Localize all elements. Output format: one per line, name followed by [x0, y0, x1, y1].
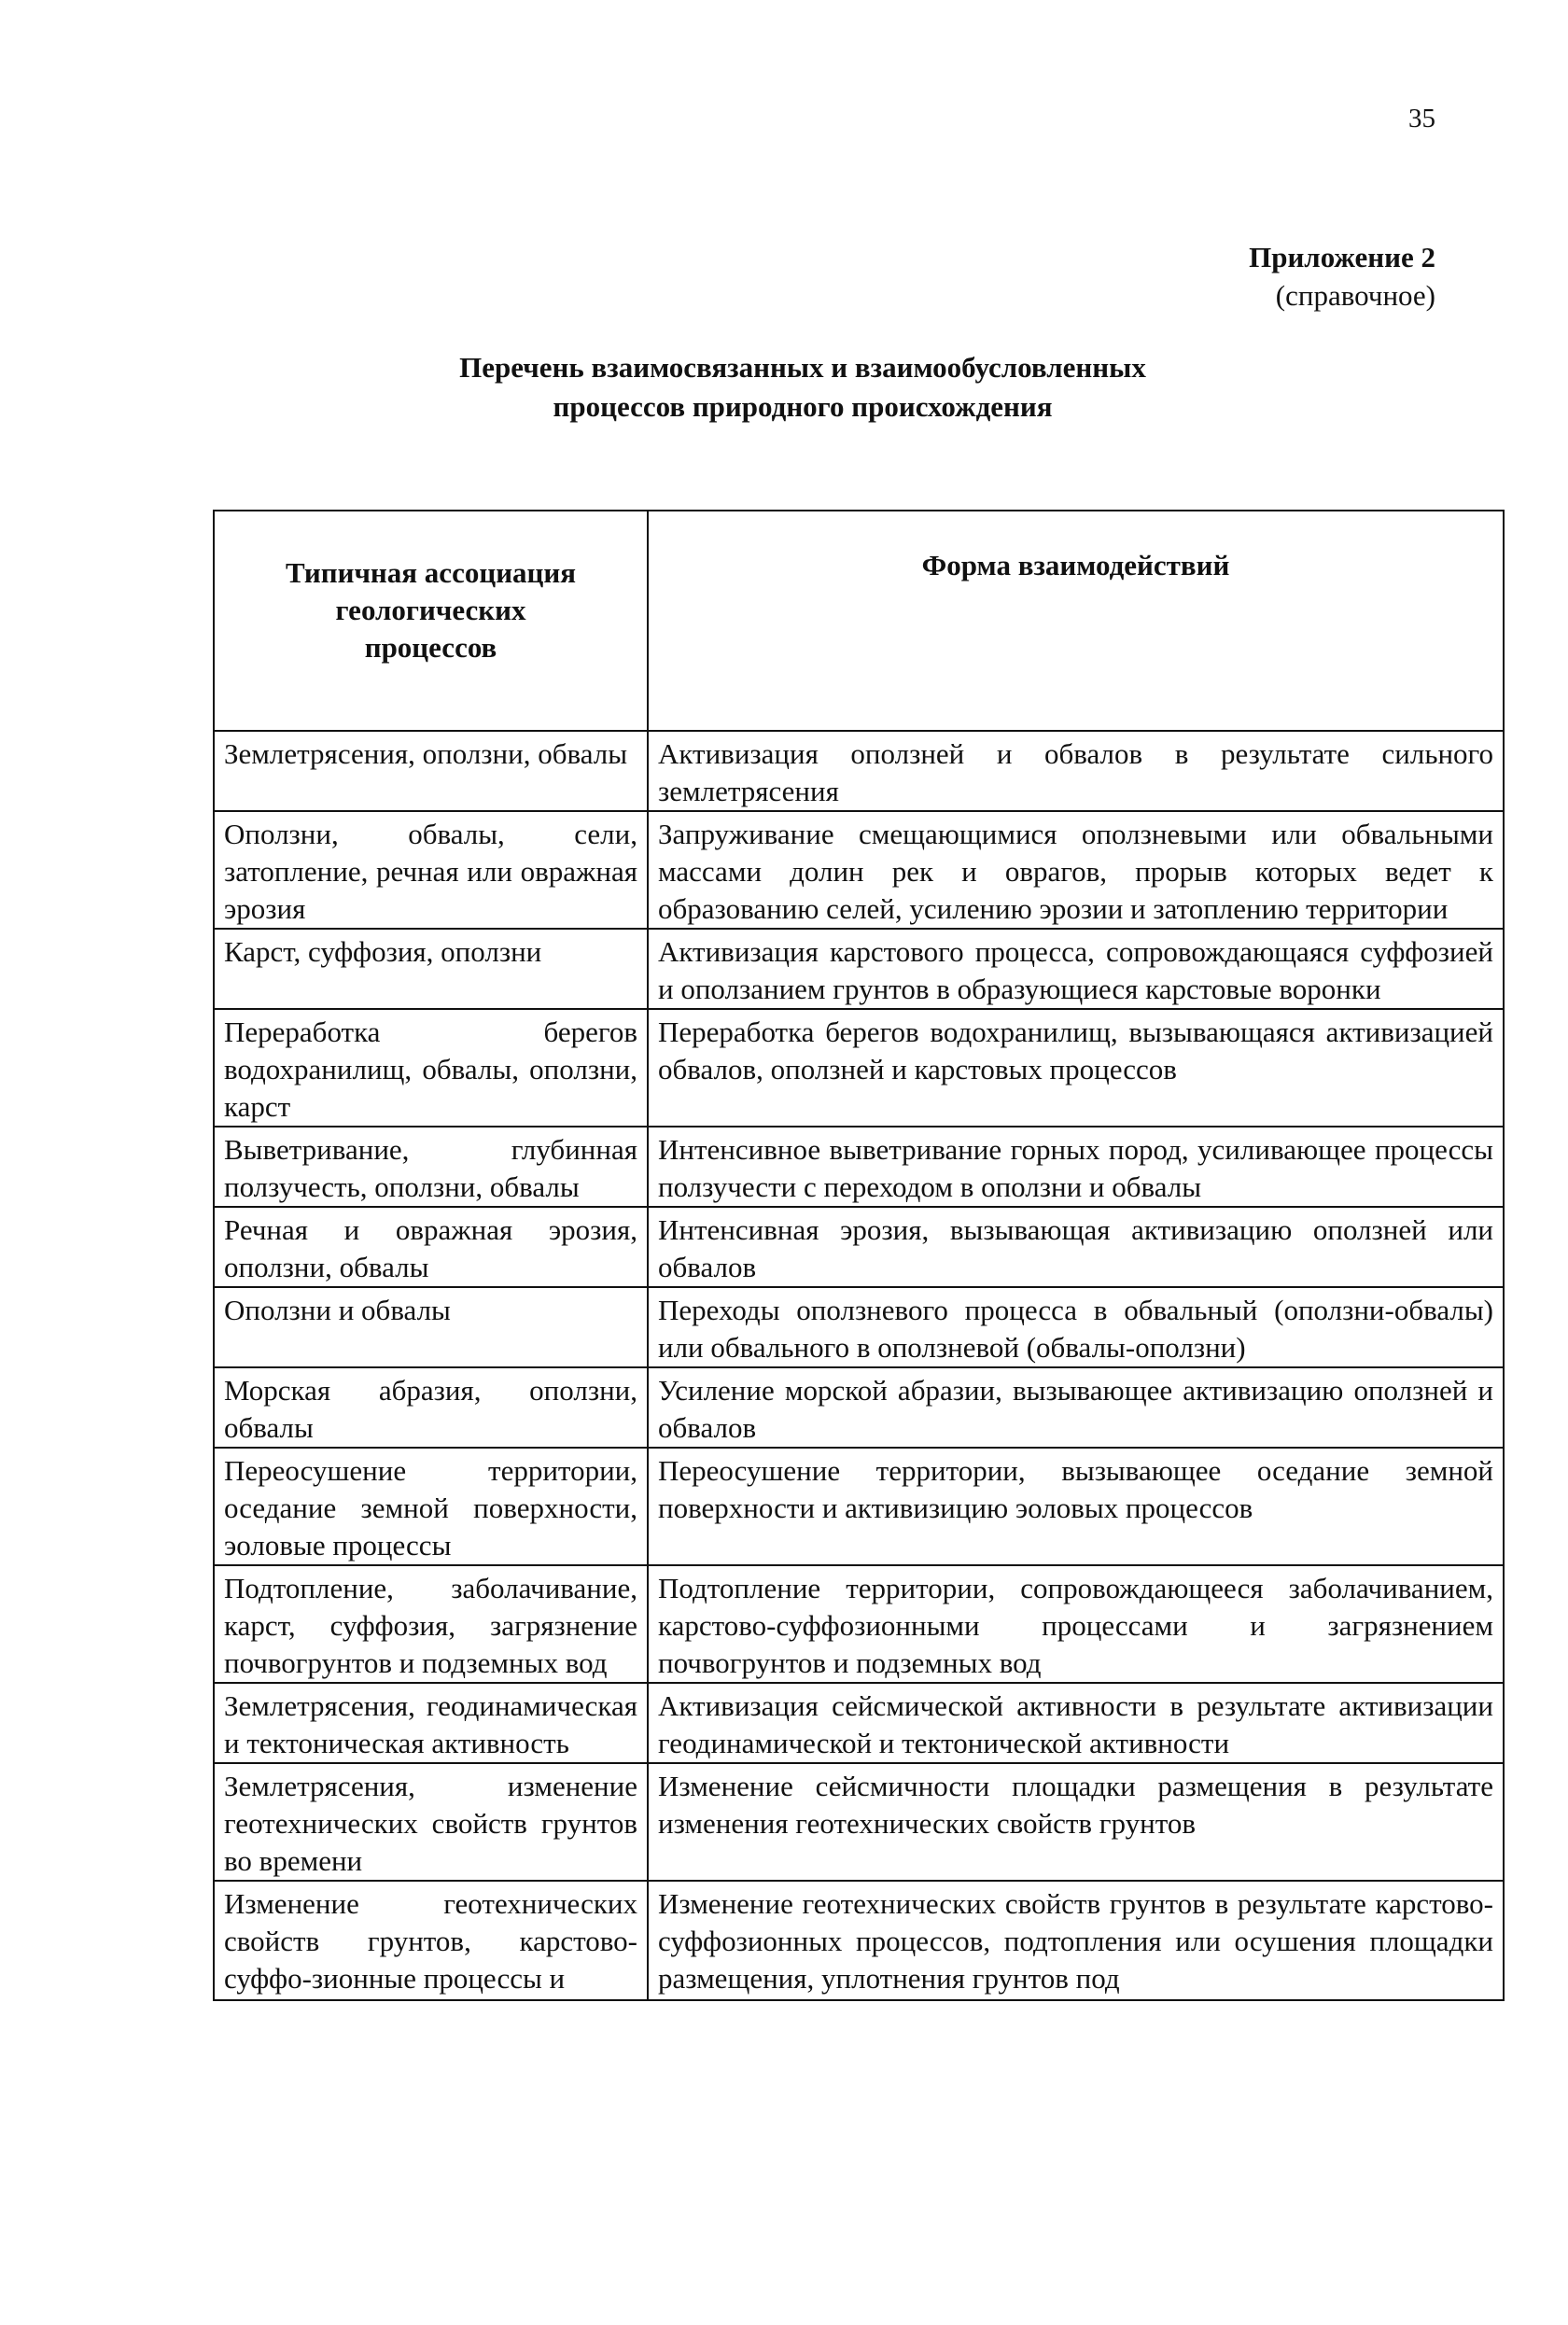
interaction-cell: Запруживание смещающимися оползневыми или обвальными массами долин рек и оврагов, прорыв которых ведет к образованию селей, усилению эрозии и затоплению территории: [648, 811, 1504, 929]
document-title-line-1: Перечень взаимосвязанных и взаимообусловленных: [459, 351, 1146, 384]
interaction-cell: [648, 1881, 1504, 2000]
header-association-line-2: геологических: [335, 594, 526, 626]
association-cell: [214, 1881, 648, 2000]
interaction-cell: Активизация оползней и обвалов в результате сильного землетрясения: [648, 731, 1504, 811]
table-row: [214, 1565, 1504, 1683]
association-cell: Землетрясения, оползни, обвалы: [214, 731, 648, 811]
appendix-block: [1249, 238, 1435, 315]
table-row: [214, 929, 1504, 1009]
table-row: [214, 1207, 1504, 1287]
table-row: [214, 1009, 1504, 1127]
appendix-subtitle: (справочное): [1275, 279, 1435, 312]
interaction-cell: Активизация сейсмической активности в результате активизации геодинамической и тектонической активности: [648, 1683, 1504, 1763]
association-cell: Оползни и обвалы: [214, 1287, 648, 1367]
association-text: Изменение геотехнических свойств грунтов, карстово-суффо-зионные процессы и: [224, 1887, 637, 1995]
table-row: [214, 1763, 1504, 1881]
interaction-cell: Усиление морской абразии, вызывающее активизацию оползней и обвалов: [648, 1367, 1504, 1448]
interaction-cell: Интенсивное выветривание горных пород, усиливающее процессы ползучести с переходом в оползни и обвалы: [648, 1127, 1504, 1207]
document-title-line-2: процессов природного происхождения: [553, 390, 1053, 423]
interaction-cell: Переработка берегов водохранилищ, вызывающаяся активизацией обвалов, оползней и карстовых процессов: [648, 1009, 1504, 1127]
table-row: [214, 811, 1504, 929]
association-cell: Карст, суффозия, оползни: [214, 929, 648, 1009]
table-row: [214, 1448, 1504, 1565]
association-cell: Переработка берегов водохранилищ, обвалы, оползни, карст: [214, 1009, 648, 1127]
interaction-cell: Активизация карстового процесса, сопровождающаяся суффозией и оползанием грунтов в образующиеся карстовые воронки: [648, 929, 1504, 1009]
interaction-cell: Изменение сейсмичности площадки размещения в результате изменения геотехнических свойств грунтов: [648, 1763, 1504, 1881]
table-row: [214, 1367, 1504, 1448]
table-row: [214, 731, 1504, 811]
association-cell: Землетрясения, изменение геотехнических свойств грунтов во времени: [214, 1763, 648, 1881]
header-association-line-3: процессов: [364, 631, 497, 664]
association-cell: Переосушение территории, оседание земной поверхности, эоловые процессы: [214, 1448, 648, 1565]
appendix-title: Приложение 2: [1249, 241, 1435, 273]
interaction-cell: Переходы оползневого процесса в обвальный (оползни-обвалы) или обвального в оползневой (обвалы-оползни): [648, 1287, 1504, 1367]
association-cell: Подтопление, заболачивание, карст, суффозия, загрязнение почвогрунтов и подземных вод: [214, 1565, 648, 1683]
table-row: [214, 1683, 1504, 1763]
table-row: [214, 1287, 1504, 1367]
association-cell: Морская абразия, оползни, обвалы: [214, 1367, 648, 1448]
page-number: 35: [1408, 104, 1435, 133]
table-row: [214, 1881, 1504, 2000]
association-cell: Выветривание, глубинная ползучесть, оползни, обвалы: [214, 1127, 648, 1207]
header-interaction: Форма взаимодействий: [648, 511, 1504, 731]
table-row: [214, 1127, 1504, 1207]
table-header-row: [214, 511, 1504, 731]
association-cell: Оползни, обвалы, сели, затопление, речная или овражная эрозия: [214, 811, 648, 929]
header-association: [214, 511, 648, 731]
association-cell: Землетрясения, геодинамическая и тектоническая активность: [214, 1683, 648, 1763]
interaction-text: Изменение геотехнических свойств грунтов в результате карстово-суффозионных процессов, подтопления или осушения площадки размещения, уплотнения грунтов под: [658, 1887, 1493, 1995]
interaction-cell: Подтопление территории, сопровождающееся заболачиванием, карстово-суффозионными процессами и загрязнением почвогрунтов и подземных вод: [648, 1565, 1504, 1683]
interaction-cell: Переосушение территории, вызывающее оседание земной поверхности и активизицию эоловых процессов: [648, 1448, 1504, 1565]
document-title: [233, 348, 1372, 427]
association-cell: Речная и овражная эрозия, оползни, обвалы: [214, 1207, 648, 1287]
interaction-cell: Интенсивная эрозия, вызывающая активизацию оползней или обвалов: [648, 1207, 1504, 1287]
processes-table: [213, 510, 1505, 2001]
header-association-line-1: Типичная ассоциация: [285, 556, 577, 589]
